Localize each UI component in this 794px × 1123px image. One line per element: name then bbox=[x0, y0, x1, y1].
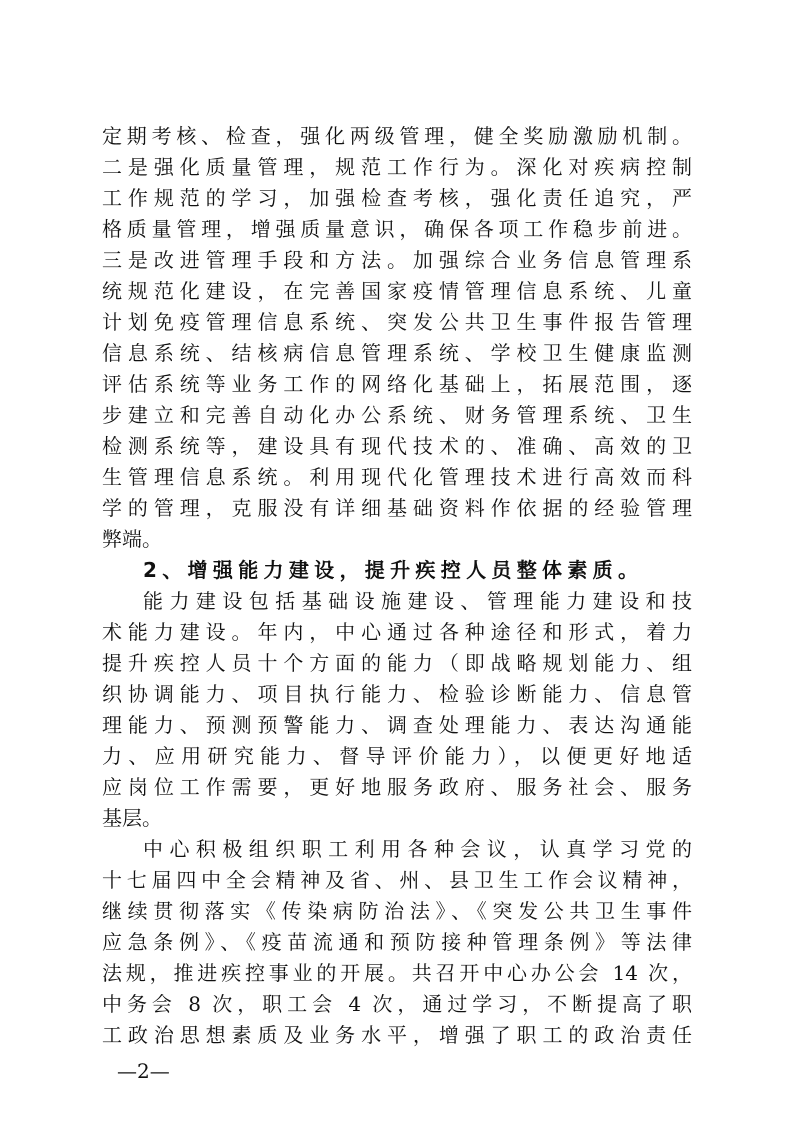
text-line-23: 基层。 bbox=[102, 806, 162, 830]
text-line-18: 提升疾控人员十个方面的能力（即战略规划能力、组 bbox=[102, 651, 692, 675]
text-line-17: 术能力建设。年内，中心通过各种途径和形式，着力 bbox=[102, 620, 692, 644]
text-line-25: 十七届四中全会精神及省、州、县卫生工作会议精神， bbox=[102, 868, 692, 892]
text-line-26: 继续贯彻落实《传染病防治法》、《突发公共卫生事件 bbox=[102, 899, 692, 923]
text-line-10: 步建立和完善自动化办公系统、财务管理系统、卫生 bbox=[102, 403, 692, 427]
text-line-14: 弊端。 bbox=[102, 527, 162, 551]
text-line-13: 学的管理，克服没有详细基础资料作依据的经验管理 bbox=[102, 496, 692, 520]
text-line-24: 中心积极组织职工利用各种会议，认真学习党的 bbox=[143, 837, 692, 861]
text-line-7: 计划免疫管理信息系统、突发公共卫生事件报告管理 bbox=[102, 310, 692, 334]
text-line-11: 检测系统等，建设具有现代技术的、准确、高效的卫 bbox=[102, 434, 692, 458]
text-line-19: 织协调能力、项目执行能力、检验诊断能力、信息管 bbox=[102, 682, 692, 706]
text-line-8: 信息系统、结核病信息管理系统、学校卫生健康监测 bbox=[102, 341, 692, 365]
text-line-5: 三是改进管理手段和方法。加强综合业务信息管理系 bbox=[102, 248, 692, 272]
text-line-6: 统规范化建设，在完善国家疫情管理信息系统、儿童 bbox=[102, 279, 692, 303]
text-line-27: 应急条例》、《疫苗流通和预防接种管理条例》等法律 bbox=[102, 930, 692, 954]
text-line-22: 应岗位工作需要，更好地服务政府、服务社会、服务 bbox=[102, 775, 692, 799]
text-line-4: 格质量管理，增强质量意识，确保各项工作稳步前进。 bbox=[102, 217, 692, 241]
text-line-9: 评估系统等业务工作的网络化基础上，拓展范围，逐 bbox=[102, 372, 692, 396]
text-line-16: 能力建设包括基础设施建设、管理能力建设和技 bbox=[143, 589, 692, 613]
text-line-29: 中务会 8 次，职工会 4 次，通过学习，不断提高了职 bbox=[102, 992, 692, 1016]
section-heading: 2、增强能力建设，提升疾控人员整体素质。 bbox=[143, 558, 638, 582]
text-line-20: 理能力、预测预警能力、调查处理能力、表达沟通能 bbox=[102, 713, 692, 737]
text-line-12: 生管理信息系统。利用现代化管理技术进行高效而科 bbox=[102, 465, 692, 489]
text-line-1: 定期考核、检查，强化两级管理，健全奖励激励机制。 bbox=[102, 124, 692, 148]
text-line-3: 工作规范的学习，加强检查考核，强化责任追究，严 bbox=[102, 186, 692, 210]
text-line-30: 工政治思想素质及业务水平，增强了职工的政治责任 bbox=[102, 1023, 692, 1047]
text-line-28: 法规，推进疾控事业的开展。共召开中心办公会 14 次， bbox=[102, 961, 692, 985]
text-line-2: 二是强化质量管理，规范工作行为。深化对疾病控制 bbox=[102, 155, 692, 179]
page-number: —2— bbox=[117, 1059, 170, 1083]
text-line-21: 力、应用研究能力、督导评价能力），以便更好地适 bbox=[102, 744, 692, 768]
